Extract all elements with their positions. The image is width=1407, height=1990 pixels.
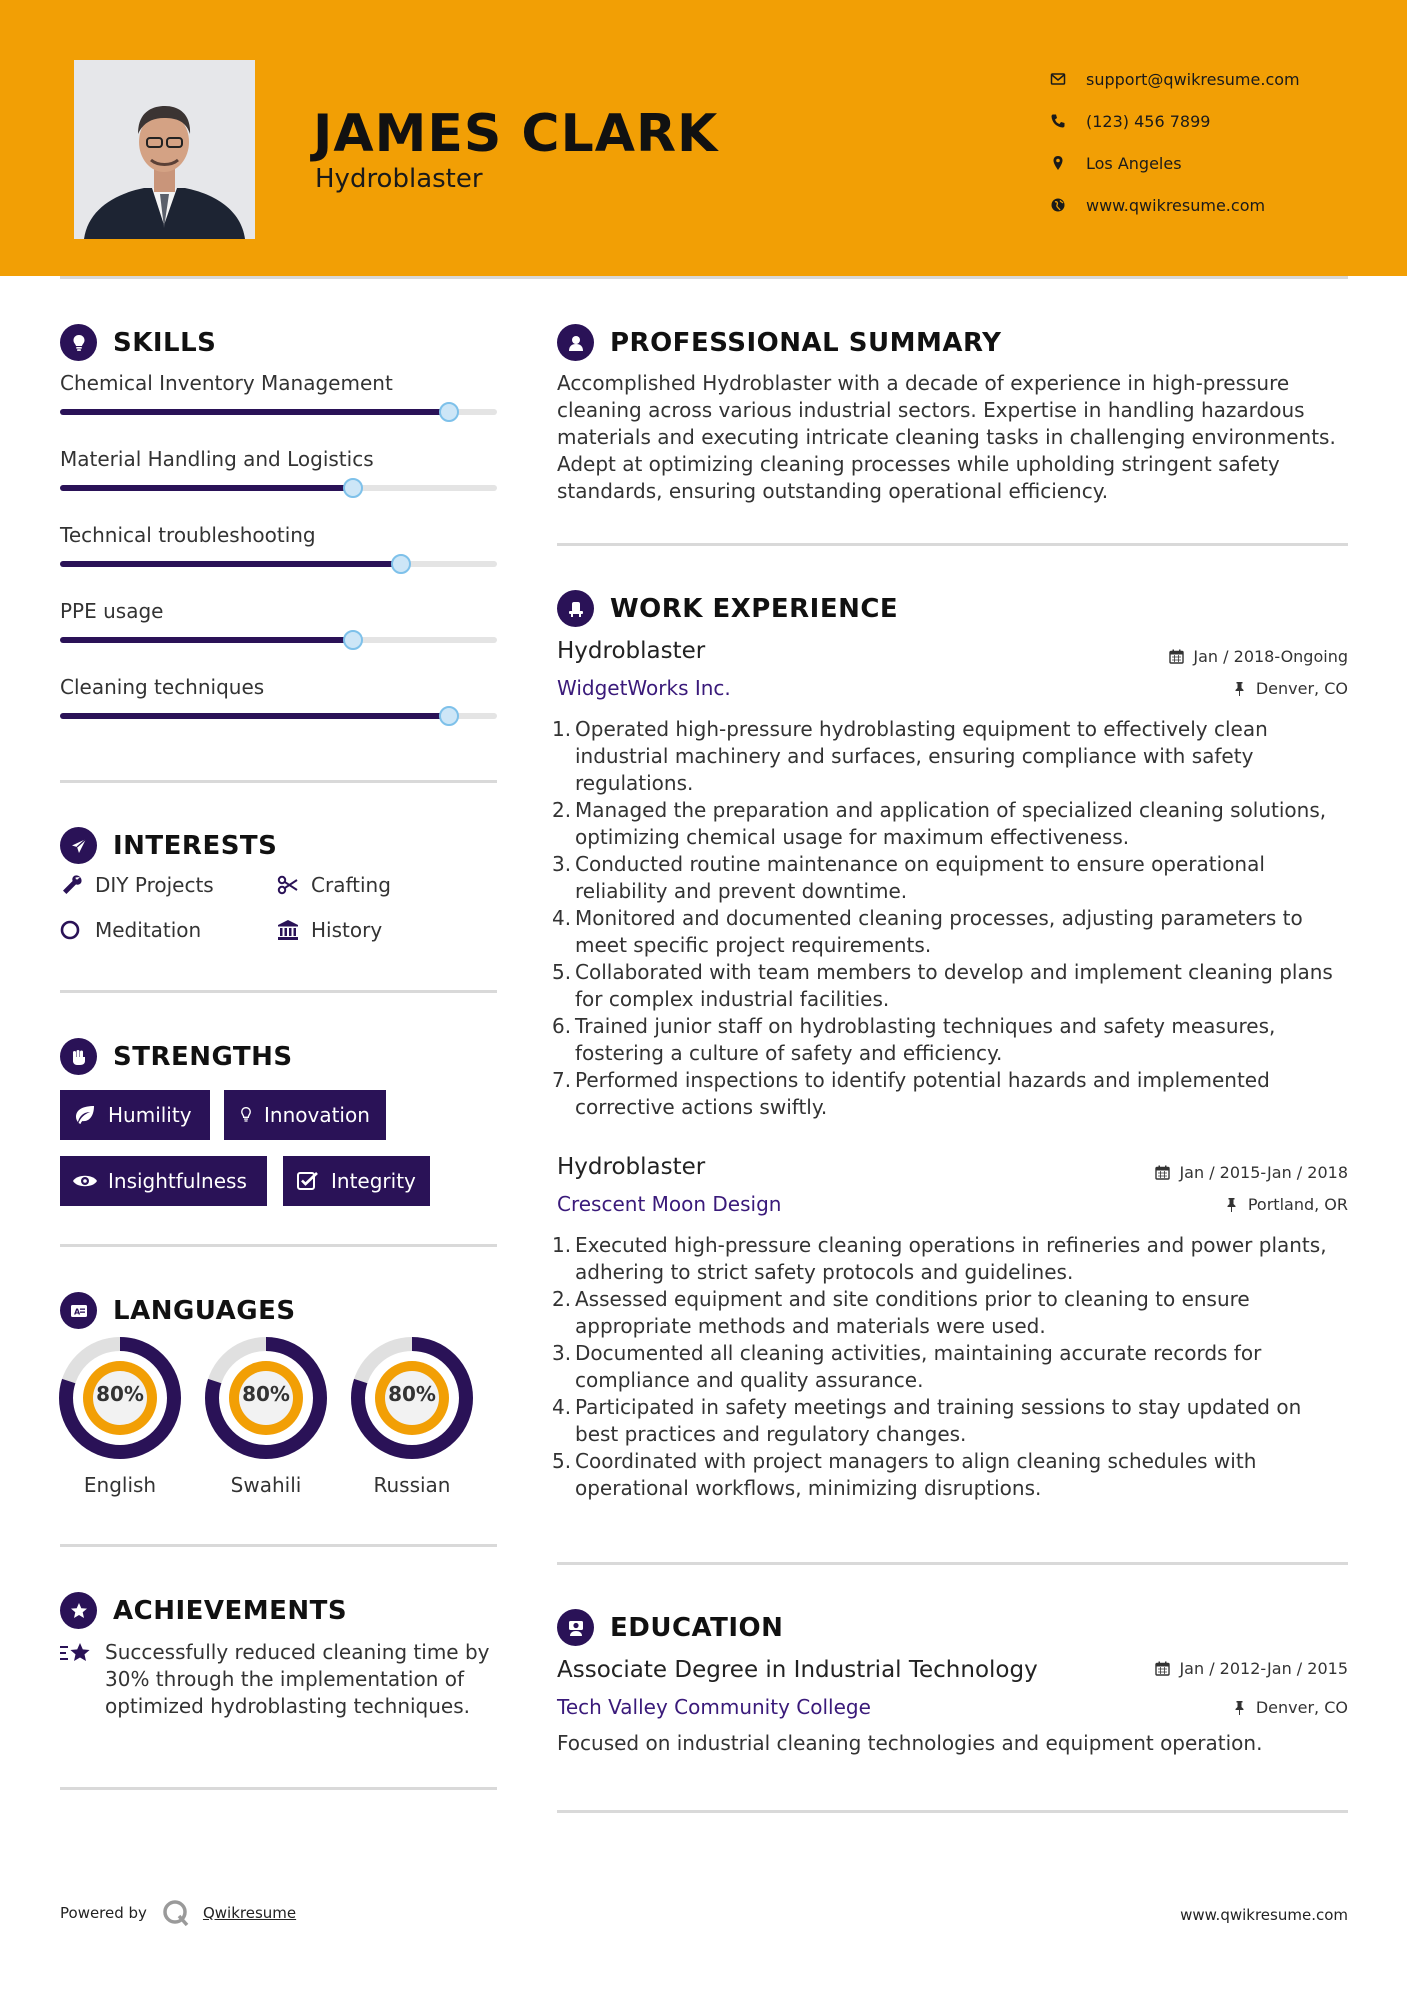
skill-item	[60, 447, 497, 491]
job-bullets	[552, 1232, 1348, 1502]
skill-label: Material Handling and Logistics	[60, 447, 374, 471]
job-location-text: Denver, CO	[1255, 679, 1348, 698]
job-bullet: 3. Conducted routine maintenance on equipment to ensure operational reliability and prevent downtime.	[552, 852, 1265, 903]
language-item	[351, 1337, 473, 1497]
circle-icon	[60, 918, 84, 942]
header-banner	[0, 0, 1407, 276]
job-bullet: 1. Operated high-pressure hydroblasting equipment to effectively clean industrial machinery and surfaces, ensuring compliance with safety regulations.	[552, 717, 1268, 795]
language-name: Russian	[373, 1473, 451, 1497]
fist-icon	[60, 1038, 97, 1075]
summary-text: Accomplished Hydroblaster with a decade of experience in high-pressure cleaning across various industrial sectors. Expertise in handling hazardous materials and executing intricate cleaning tasks in challenging environments. Adept at optimizing cleaning processes while upholding stringent safety standards, ensuring outstanding operational efficiency.	[557, 371, 1336, 503]
education-dates	[1155, 1659, 1348, 1678]
qwikresume-link[interactable]: Qwikresume	[202, 1904, 297, 1922]
pushpin-icon	[1232, 1700, 1247, 1715]
strength-badge	[60, 1090, 210, 1140]
interest-label: DIY Projects	[95, 873, 214, 897]
header-divider	[60, 276, 1348, 279]
contact-email[interactable]	[1050, 58, 1300, 100]
education-school: Tech Valley Community College	[557, 1695, 871, 1719]
section-divider	[60, 1244, 497, 1247]
job-company: WidgetWorks Inc.	[557, 676, 731, 700]
graduate-icon	[557, 1609, 594, 1646]
achievements-title: ACHIEVEMENTS	[113, 1595, 348, 1626]
paper-plane-icon	[60, 827, 97, 864]
job-bullets	[552, 716, 1348, 1121]
contact-phone[interactable]	[1050, 100, 1300, 142]
interest-label: Crafting	[311, 873, 391, 897]
powered-by-label: Powered by	[60, 1904, 147, 1922]
strengths-heading	[60, 1038, 293, 1075]
job-bullet: 5. Collaborated with team members to develop and implement cleaning plans for complex industrial facilities.	[552, 960, 1333, 1011]
achievement-text: Successfully reduced cleaning time by 30% through the implementation of optimized hydroblasting techniques.	[105, 1640, 490, 1718]
job-bullet: 3. Documented all cleaning activities, maintaining accurate records for compliance and quality assurance.	[552, 1341, 1262, 1392]
contact-website-text: www.qwikresume.com	[1086, 195, 1266, 215]
strengths-title: STRENGTHS	[113, 1041, 293, 1072]
skill-knob	[439, 402, 459, 422]
experience-heading	[557, 590, 898, 627]
job-company: Crescent Moon Design	[557, 1192, 782, 1216]
eye-icon	[72, 1170, 98, 1192]
skill-fill	[60, 637, 353, 643]
strength-badge	[60, 1156, 267, 1206]
skill-bar	[60, 713, 497, 719]
skill-knob	[343, 630, 363, 650]
strength-badge	[283, 1156, 430, 1206]
job-dates-text: Jan / 2015-Jan / 2018	[1179, 1163, 1348, 1182]
contact-list	[1050, 58, 1300, 226]
institution-icon	[276, 918, 300, 942]
job-dates	[1169, 647, 1348, 666]
star-list-icon	[60, 1641, 92, 1667]
education-title: EDUCATION	[610, 1612, 784, 1643]
footer-website[interactable]: www.qwikresume.com	[1180, 1906, 1348, 1924]
pushpin-icon	[1232, 681, 1247, 696]
skill-label: Chemical Inventory Management	[60, 371, 393, 395]
section-divider	[557, 1562, 1348, 1565]
strength-badge	[224, 1090, 386, 1140]
language-name: Swahili	[230, 1473, 302, 1497]
lightbulb-icon	[60, 324, 97, 361]
calendar-icon	[1155, 1661, 1170, 1676]
skill-item	[60, 675, 497, 719]
education-dates-text: Jan / 2012-Jan / 2015	[1179, 1659, 1348, 1678]
section-divider	[60, 1787, 497, 1790]
job-bullet: 1. Executed high-pressure cleaning operations in refineries and power plants, adhering to strict safety protocols and guidelines.	[552, 1233, 1327, 1284]
language-percent: 80%	[96, 1382, 144, 1406]
lightbulb-icon	[236, 1104, 256, 1126]
contact-email-text: support@qwikresume.com	[1086, 69, 1300, 89]
candidate-name: JAMES CLARK	[313, 104, 719, 164]
envelope-icon	[1050, 71, 1086, 87]
strength-label: Humility	[108, 1103, 192, 1127]
education-heading	[557, 1609, 783, 1646]
map-marker-icon	[1050, 155, 1086, 171]
globe-icon	[1050, 197, 1086, 213]
contact-location	[1050, 142, 1300, 184]
job-title: Hydroblaster	[557, 638, 706, 664]
calendar-icon	[1169, 649, 1184, 664]
interest-item	[60, 918, 201, 942]
skill-fill	[60, 713, 449, 719]
interest-item	[276, 873, 391, 897]
skill-label: PPE usage	[60, 599, 164, 623]
experience-title: WORK EXPERIENCE	[610, 593, 899, 624]
strength-label: Integrity	[331, 1169, 416, 1193]
interest-item	[276, 918, 382, 942]
interest-item	[60, 873, 214, 897]
interests-heading	[60, 827, 277, 864]
achievements-heading	[60, 1592, 347, 1629]
job-title: Hydroblaster	[557, 1154, 706, 1180]
phone-icon	[1050, 113, 1086, 129]
profile-photo	[74, 60, 255, 239]
skill-label: Technical troubleshooting	[60, 523, 316, 547]
summary-heading	[557, 324, 1001, 361]
job-bullet: 2. Managed the preparation and application of specialized cleaning solutions, optimizing chemical usage for maximum effectiveness.	[552, 798, 1327, 849]
user-icon	[557, 324, 594, 361]
job-location	[1224, 1195, 1348, 1214]
interests-title: INTERESTS	[113, 830, 278, 861]
skill-bar	[60, 485, 497, 491]
skill-knob	[439, 706, 459, 726]
candidate-title: Hydroblaster	[315, 164, 483, 194]
skills-heading	[60, 324, 216, 361]
skill-bar	[60, 409, 497, 415]
section-divider	[60, 1544, 497, 1547]
skill-fill	[60, 561, 401, 567]
skills-title: SKILLS	[113, 327, 217, 358]
calendar-icon	[1155, 1165, 1170, 1180]
language-item	[59, 1337, 181, 1497]
job-location	[1232, 679, 1348, 698]
skill-item	[60, 599, 497, 643]
section-divider	[60, 780, 497, 783]
star-badge-icon	[60, 1592, 97, 1629]
pushpin-icon	[1224, 1197, 1239, 1212]
interest-label: History	[311, 918, 383, 942]
check-square-icon	[295, 1170, 321, 1192]
contact-phone-text: (123) 456 7899	[1086, 111, 1211, 131]
qwikresume-logo-icon	[161, 1898, 191, 1928]
job-bullet: 2. Assessed equipment and site conditions prior to cleaning to ensure appropriate methods and materials were used.	[552, 1287, 1250, 1338]
languages-title: LANGUAGES	[113, 1295, 296, 1326]
summary-title: PROFESSIONAL SUMMARY	[610, 327, 1002, 358]
education-location	[1232, 1698, 1348, 1717]
svg-text:A: A	[73, 1307, 80, 1316]
interest-label: Meditation	[95, 918, 202, 942]
wrench-icon	[60, 873, 84, 897]
skill-item	[60, 523, 497, 567]
job-bullet: 5. Coordinated with project managers to align cleaning schedules with operational workflows, minimizing disruptions.	[552, 1449, 1257, 1500]
achievement-item	[60, 1639, 500, 1720]
section-divider	[60, 990, 497, 993]
job-bullet: 6. Trained junior staff on hydroblasting techniques and safety measures, fostering a culture of safety and efficiency.	[552, 1014, 1276, 1065]
skill-fill	[60, 409, 449, 415]
contact-location-text: Los Angeles	[1086, 153, 1182, 173]
job-bullet: 4. Participated in safety meetings and training sessions to stay updated on best practices and regulatory changes.	[552, 1395, 1302, 1446]
job-dates-text: Jan / 2018-Ongoing	[1193, 647, 1348, 666]
scissors-icon	[276, 873, 300, 897]
skill-label: Cleaning techniques	[60, 675, 265, 699]
footer-powered-by	[60, 1898, 296, 1928]
section-divider	[557, 543, 1348, 546]
section-divider	[557, 1810, 1348, 1813]
strength-label: Innovation	[264, 1103, 370, 1127]
language-item	[205, 1337, 327, 1497]
language-percent: 80%	[242, 1382, 290, 1406]
skill-item	[60, 371, 497, 415]
language-icon	[60, 1292, 97, 1329]
contact-website[interactable]	[1050, 184, 1300, 226]
briefcase-icon	[557, 590, 594, 627]
job-dates	[1155, 1163, 1348, 1182]
education-location-text: Denver, CO	[1255, 1698, 1348, 1717]
education-description: Focused on industrial cleaning technologies and equipment operation.	[557, 1731, 1263, 1755]
languages-heading	[60, 1292, 296, 1329]
language-name: English	[83, 1473, 157, 1497]
skill-fill	[60, 485, 353, 491]
skill-bar	[60, 637, 497, 643]
language-percent: 80%	[388, 1382, 436, 1406]
education-degree: Associate Degree in Industrial Technology	[557, 1657, 1038, 1683]
skill-knob	[343, 478, 363, 498]
strength-label: Insightfulness	[108, 1169, 247, 1193]
job-bullet: 4. Monitored and documented cleaning processes, adjusting parameters to meet specific project requirements.	[552, 906, 1303, 957]
skill-bar	[60, 561, 497, 567]
job-bullet: 7. Performed inspections to identify potential hazards and implemented corrective actions swiftly.	[552, 1068, 1270, 1119]
job-location-text: Portland, OR	[1247, 1195, 1348, 1214]
skill-knob	[391, 554, 411, 574]
leaf-icon	[72, 1104, 98, 1126]
